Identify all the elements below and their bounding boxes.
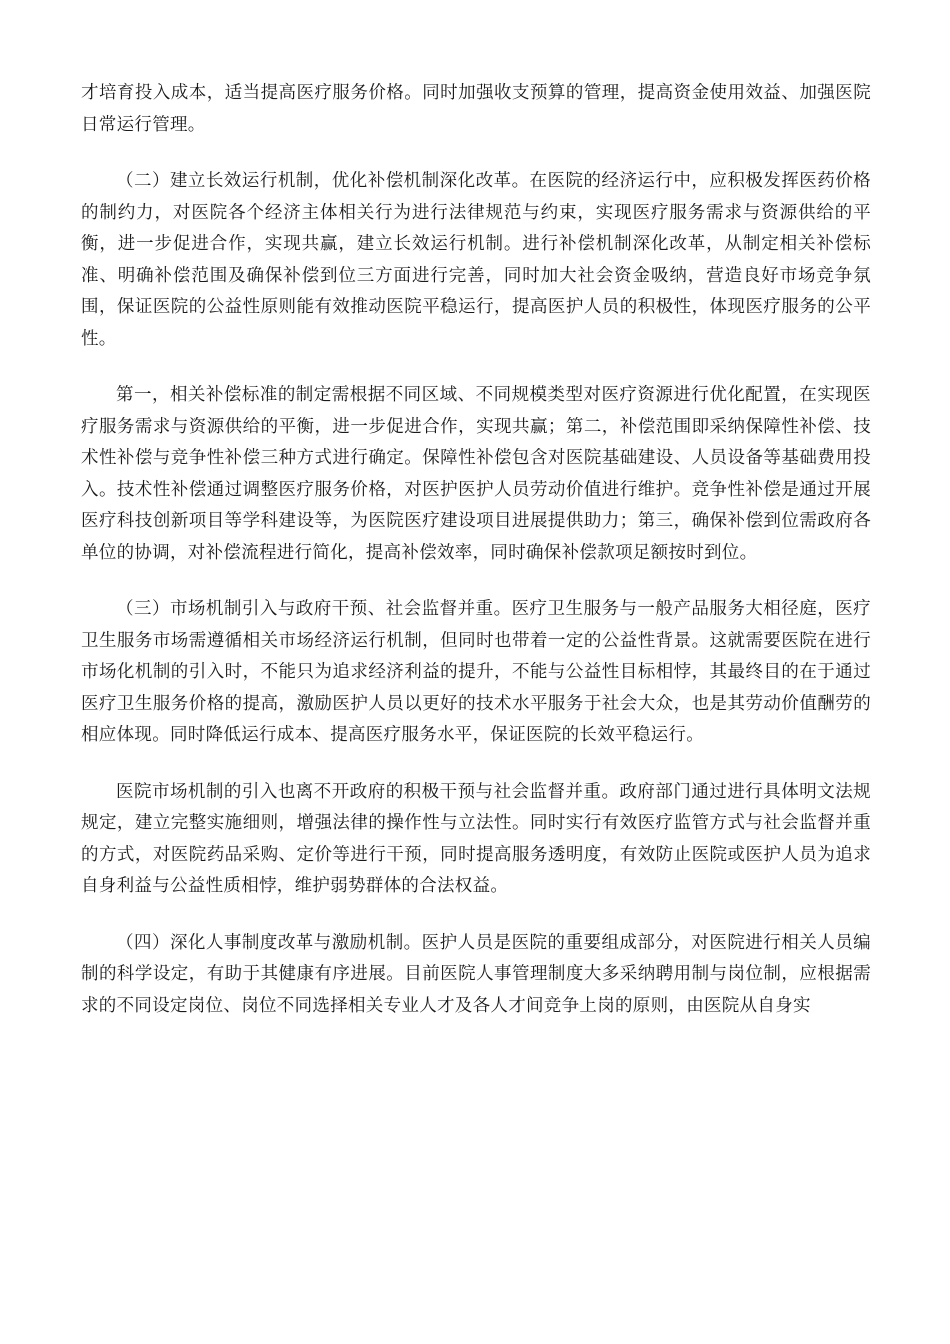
- paragraph-section-two: （二）建立长效运行机制，优化补偿机制深化改革。在医院的经济运行中，应积极发挥医药价格的制约力，对医院各个经济主体相关行为进行法律规范与约束，实现医疗服务需求与资源供给的平衡，进一步促进合作，实现共赢，建立长效运行机制。进行补偿机制深化改革，从制定相关补偿标准、明确补偿范围及确保补偿到位三方面进行完善，同时加大社会资金吸纳，营造良好市场竞争氛围，保证医院的公益性原则能有效推动医院平稳运行，提高医护人员的积极性，体现医疗服务的公平性。: [81, 171, 871, 349]
- paragraph-section-four: （四）深化人事制度改革与激励机制。医护人员是医院的重要组成部分，对医院进行相关人员编制的科学设定，有助于其健康有序进展。目前医院人事管理制度大多采纳聘用制与岗位制，应根据需求的不同设定岗位、岗位不同选择相关专业人才及各人才间竞争上岗的原则，由医院从自身实: [81, 932, 871, 1016]
- paragraph-government-supervision: 医院市场机制的引入也离不开政府的积极干预与社会监督并重。政府部门通过进行具体明文法规规定，建立完整实施细则，增强法律的操作性与立法性。同时实行有效医疗监管方式与社会监督并重的方式，对医院药品采购、定价等进行干预，同时提高服务透明度，有效防止医院或医护人员为追求自身利益与公益性质相悖，维护弱势群体的合法权益。: [81, 781, 871, 896]
- paragraph-section-three: （三）市场机制引入与政府干预、社会监督并重。医疗卫生服务与一般产品服务大相径庭，医疗卫生服务市场需遵循相关市场经济运行机制，但同时也带着一定的公益性背景。这就需要医院在进行市场化机制的引入时，不能只为追求经济利益的提升，不能与公益性目标相悖，其最终目的在于通过医疗卫生服务价格的提高，激励医护人员以更好的技术水平服务于社会大众，也是其劳动价值酬劳的相应体现。同时降低运行成本、提高医疗服务水平，保证医院的长效平稳运行。: [81, 599, 871, 745]
- paragraph-compensation-details: 第一，相关补偿标准的制定需根据不同区域、不同规模类型对医疗资源进行优化配置，在实现医疗服务需求与资源供给的平衡，进一步促进合作，实现共赢；第二，补偿范围即采纳保障性补偿、技术性补偿与竞争性补偿三种方式进行确定。保障性补偿包含对医院基础建设、人员设备等基础费用投入。技术性补偿通过调整医疗服务价格，对医护医护人员劳动价值进行维护。竞争性补偿是通过开展医疗科技创新项目等学科建设等，为医院医疗建设项目进展提供助力；第三，确保补偿到位需政府各单位的协调，对补偿流程进行简化，提高补偿效率，同时确保补偿款项足额按时到位。: [81, 385, 871, 563]
- document-body: [81, 78, 871, 1047]
- paragraph-continuation: 才培育投入成本，适当提高医疗服务价格。同时加强收支预算的管理，提高资金使用效益、加强医院日常运行管理。: [81, 83, 871, 135]
